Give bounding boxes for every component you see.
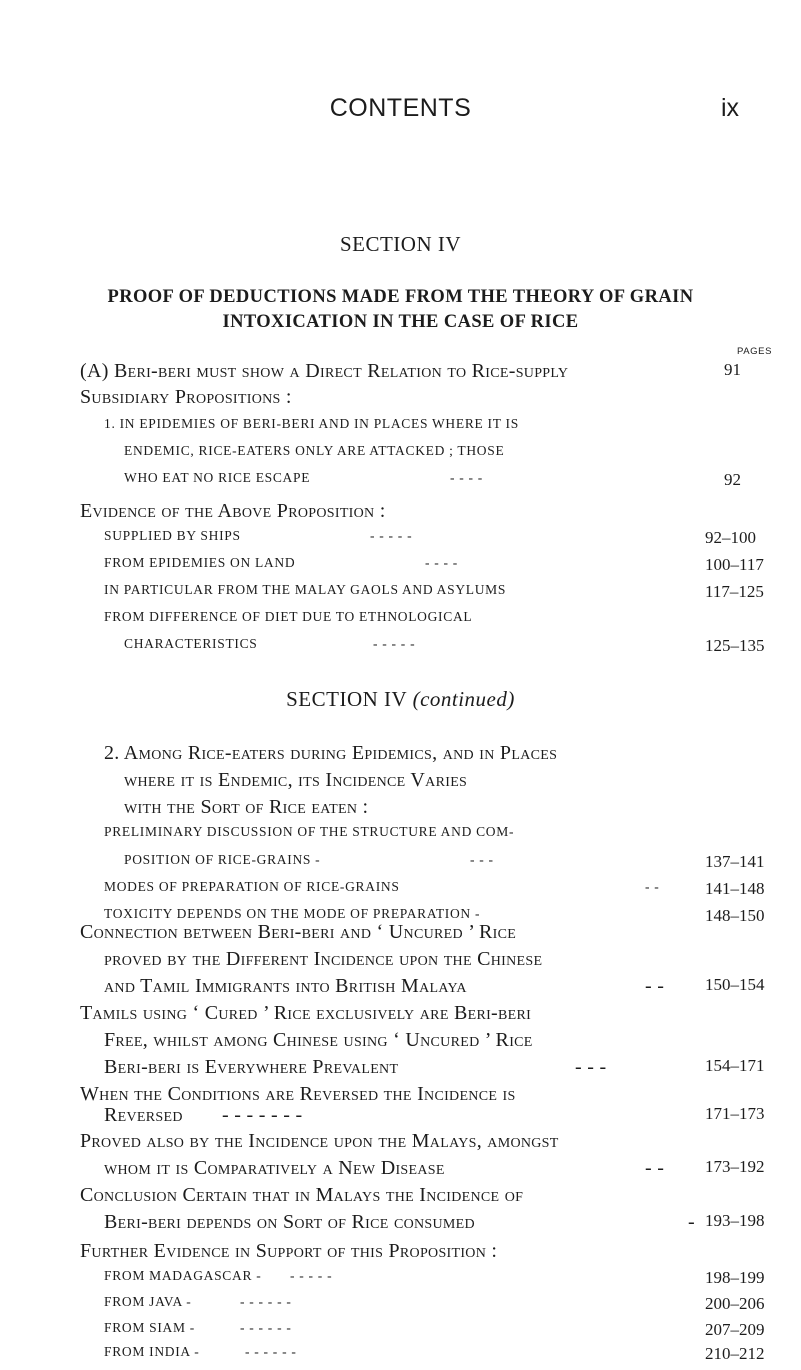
section-title-line-1: PROOF OF DEDUCTIONS MADE FROM THE THEORY OF GRAIN	[107, 287, 694, 307]
toc-entry	[0, 636, 801, 662]
toc-entry-text: Tamils using ‘ Cured ’ Rice exclusively are Beri-beri	[80, 1002, 532, 1024]
toc-entry-text: 1. IN EPIDEMIES OF BERI-BERI AND IN PLACES WHERE IT IS	[104, 416, 519, 431]
toc-entry-text: Beri-beri is Everywhere Prevalent	[104, 1056, 399, 1078]
toc-entry	[0, 1211, 801, 1237]
toc-entry-text: Proved also by the Incidence upon the Malays, amongst	[80, 1130, 559, 1152]
toc-entry	[0, 1320, 801, 1346]
section-heading-text: SECTION IV	[286, 687, 407, 711]
toc-entry-page: 117–125	[705, 582, 764, 601]
toc-entry-text: MODES OF PREPARATION OF RICE-GRAINS	[104, 879, 400, 894]
toc-entry	[0, 582, 801, 608]
toc-entry	[0, 769, 801, 795]
toc-entry-text: PRELIMINARY DISCUSSION OF THE STRUCTURE AND COM-	[104, 824, 515, 839]
leader-dots: - -	[645, 1157, 665, 1179]
toc-entry	[0, 742, 801, 768]
toc-entry-page: 148–150	[705, 906, 765, 925]
toc-entry-page: 137–141	[705, 852, 765, 871]
toc-entry-page: 200–206	[705, 1294, 765, 1313]
toc-entry-page: 171–173	[705, 1104, 765, 1123]
toc-entry-page: 210–212	[705, 1344, 765, 1363]
toc-entry-text: whom it is Comparatively a New Disease	[104, 1157, 445, 1179]
toc-entry-text: CHARACTERISTICS	[124, 636, 258, 651]
toc-entry-text: FROM JAVA -	[104, 1294, 192, 1309]
toc-entry	[0, 1240, 801, 1266]
toc-entry	[0, 1002, 801, 1028]
toc-entry-text: FROM DIFFERENCE OF DIET DUE TO ETHNOLOGICAL	[104, 609, 473, 624]
leader-dots: - - - - - -	[240, 1320, 292, 1335]
toc-entry-page: 91	[724, 360, 741, 379]
toc-entry	[0, 609, 801, 635]
leader-dots: -	[688, 1211, 695, 1233]
running-head	[0, 94, 801, 128]
toc-entry	[0, 416, 801, 442]
leader-dots: - - - - -	[370, 528, 413, 543]
toc-entry-text: where it is Endemic, its Incidence Varies	[124, 769, 468, 791]
toc-entry-page: 207–209	[705, 1320, 765, 1339]
page-title: CONTENTS	[329, 94, 472, 122]
toc-entry	[0, 555, 801, 581]
leader-dots: - - - -	[450, 470, 484, 485]
toc-entry	[0, 1130, 801, 1156]
toc-entry	[0, 1268, 801, 1294]
toc-entry	[0, 824, 801, 850]
toc-entry-text: Conclusion Certain that in Malays the Incidence of	[80, 1184, 524, 1206]
toc-entry	[0, 386, 801, 412]
section-heading-continued	[0, 687, 801, 712]
toc-entry-text: Evidence of the Above Proposition :	[80, 500, 386, 522]
toc-entry	[0, 500, 801, 526]
toc-entry	[0, 1294, 801, 1320]
toc-entry-page: 193–198	[705, 1211, 765, 1230]
toc-entry-text: SUPPLIED BY SHIPS	[104, 528, 241, 543]
toc-entry-page: 173–192	[705, 1157, 765, 1176]
leader-dots: - - - - - -	[245, 1344, 297, 1359]
toc-entry	[0, 852, 801, 878]
toc-entry-text: FROM EPIDEMIES ON LAND	[104, 555, 296, 570]
toc-entry	[0, 1104, 801, 1130]
toc-entry-text: FROM MADAGASCAR -	[104, 1268, 262, 1283]
toc-entry-text: FROM INDIA -	[104, 1344, 200, 1359]
toc-entry	[0, 528, 801, 554]
toc-entry	[0, 879, 801, 905]
toc-entry-text: Beri-beri depends on Sort of Rice consumed	[104, 1211, 475, 1233]
toc-entry-page: 92	[724, 470, 741, 489]
toc-entry	[0, 1344, 801, 1370]
toc-entry-text: Free, whilst among Chinese using ‘ Uncured ’ Rice	[104, 1029, 533, 1051]
toc-entry-page: 154–171	[705, 1056, 765, 1075]
leader-dots: - -	[645, 975, 665, 997]
page-number: ix	[720, 94, 739, 122]
toc-entry-page: 141–148	[705, 879, 765, 898]
pages-column-label: PAGES	[737, 346, 773, 357]
toc-entry	[0, 975, 801, 1001]
toc-entry-text: When the Conditions are Reversed the Incidence is	[80, 1083, 516, 1105]
toc-entry	[0, 470, 801, 496]
toc-entry-text: ENDEMIC, RICE-EATERS ONLY ARE ATTACKED ; THOSE	[124, 443, 505, 458]
toc-entry-text: TOXICITY DEPENDS ON THE MODE OF PREPARATION -	[104, 906, 481, 921]
toc-entry-text: proved by the Different Incidence upon the Chinese	[104, 948, 543, 970]
toc-entry-text: IN PARTICULAR FROM THE MALAY GAOLS AND ASYLUMS	[104, 582, 507, 597]
toc-entry-text: Subsidiary Propositions :	[80, 386, 292, 408]
section-title-line-2: INTOXICATION IN THE CASE OF RICE	[222, 312, 579, 332]
section-heading-suffix: (continued)	[412, 687, 515, 711]
toc-entry	[0, 948, 801, 974]
toc-entry-text: with the Sort of Rice eaten :	[124, 796, 369, 818]
toc-entry-page: 125–135	[705, 636, 765, 655]
section-heading: SECTION IV	[339, 232, 462, 256]
toc-entry	[0, 1184, 801, 1210]
toc-entry-text: FROM SIAM -	[104, 1320, 195, 1335]
toc-entry-text: Further Evidence in Support of this Proposition :	[80, 1240, 498, 1262]
toc-entry-text: Connection between Beri-beri and ‘ Uncured ’ Rice	[80, 921, 517, 943]
toc-entry	[0, 443, 801, 469]
toc-entry-text: WHO EAT NO RICE ESCAPE	[124, 470, 311, 485]
toc-entry-page: 150–154	[705, 975, 765, 994]
toc-entry	[0, 796, 801, 822]
toc-entry-text: 2. Among Rice-eaters during Epidemics, and in Places	[104, 742, 558, 764]
leader-dots: - - -	[470, 852, 494, 867]
toc-entry-page: 92–100	[705, 528, 756, 547]
leader-dots: - - - - - - -	[222, 1104, 303, 1126]
toc-entry-text: Reversed	[104, 1104, 183, 1126]
toc-entry-text: (A) Beri-beri must show a Direct Relation to Rice-supply	[80, 360, 569, 382]
toc-entry	[0, 1029, 801, 1055]
leader-dots: - - - - -	[290, 1268, 333, 1283]
toc-entry-text: POSITION OF RICE-GRAINS -	[124, 852, 321, 867]
toc-entry	[0, 360, 801, 386]
toc-entry	[0, 921, 801, 947]
toc-entry-text: and Tamil Immigrants into British Malaya	[104, 975, 467, 997]
leader-dots: - - -	[575, 1056, 607, 1078]
toc-entry	[0, 1056, 801, 1082]
leader-dots: - -	[645, 879, 660, 894]
leader-dots: - - - -	[425, 555, 459, 570]
toc-entry-page: 198–199	[705, 1268, 765, 1287]
leader-dots: - - - - -	[373, 636, 416, 651]
toc-entry-page: 100–117	[705, 555, 764, 574]
toc-entry	[0, 1157, 801, 1183]
leader-dots: - - - - - -	[240, 1294, 292, 1309]
